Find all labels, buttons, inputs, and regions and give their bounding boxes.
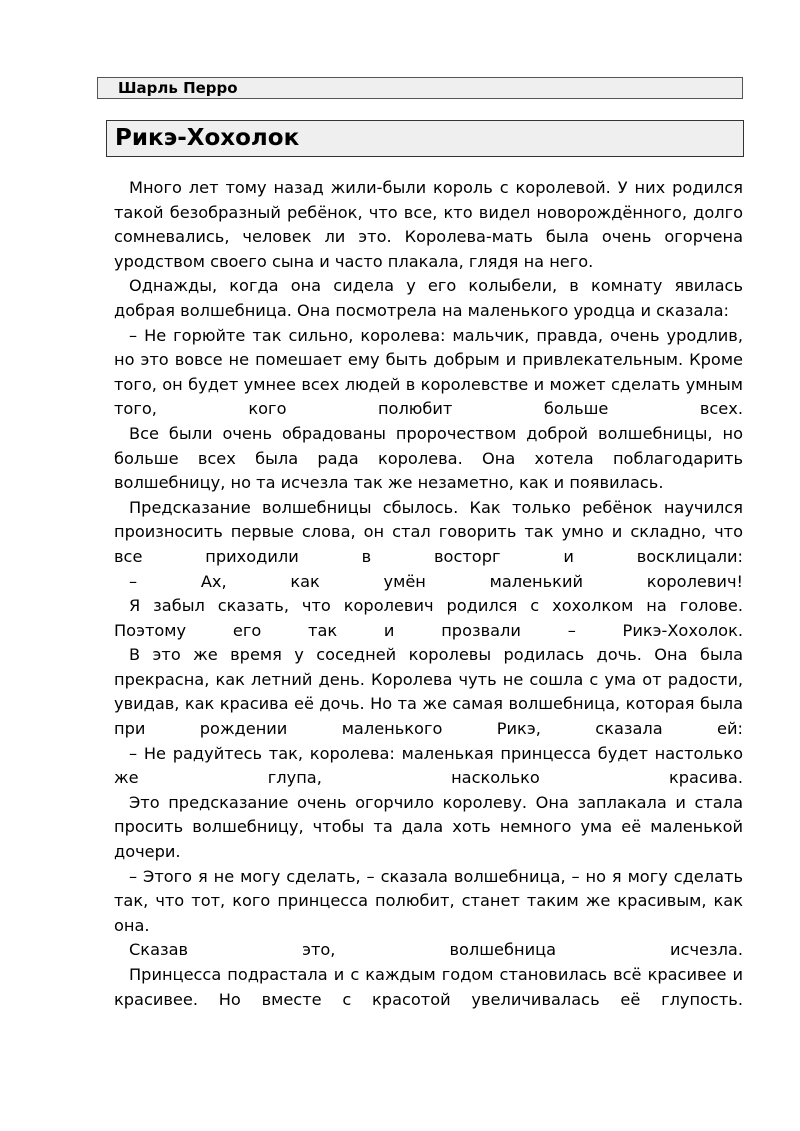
paragraph: – Не горюйте так сильно, королева: мальчик, правда, очень уродлив, но это вовсе не помешает ему быть добрым и привлекательным. Кроме того, он будет умнее всех людей в королевстве и может сделать умным того, кого полюбит больше всех. bbox=[114, 325, 743, 419]
story-title: Рикэ-Хохолок bbox=[106, 120, 744, 157]
paragraph: – Ах, как умён маленький королевич! bbox=[129, 571, 743, 591]
paragraph: – Не радуйтесь так, королева: маленькая принцесса будет настолько же глупа, насколько красива. bbox=[114, 743, 743, 788]
paragraph: В это же время у соседней королевы родилась дочь. Она была прекрасна, как летний день. Королева чуть не сошла с ума от радости, увидав, как красива её дочь. Но та же самая волшебница, которая была при рождении маленького Рикэ, сказала ей: bbox=[114, 645, 743, 739]
story-text bbox=[114, 176, 743, 1012]
paragraph: Все были очень обрадованы пророчеством доброй волшебницы, но больше всех была рада королева. Она хотела поблагодарить волшебницу, но та исчезла так же незаметно, как и появилась. bbox=[114, 423, 743, 493]
paragraph: – Этого я не могу сделать, – сказала волшебница, – но я могу сделать так, что тот, кого принцесса полюбит, станет таким же красивым, как она. bbox=[114, 866, 743, 935]
paragraph: Я забыл сказать, что королевич родился с хохолком на голове. Поэтому его так и прозвали – Рикэ-Хохолок. bbox=[114, 596, 743, 640]
author-header: Шарль Перро bbox=[97, 77, 743, 99]
paragraph: Сказав это, волшебница исчезла. bbox=[129, 940, 743, 960]
paragraph: Предсказание волшебницы сбылось. Как только ребёнок научился произносить первые слова, он стал говорить так умно и складно, что все приходили в восторг и восклицали: bbox=[114, 497, 743, 566]
paragraph: Это предсказание очень огорчило королеву. Она заплакала и стала просить волшебницу, чтобы та дала хоть немного ума её маленькой дочери. bbox=[114, 792, 743, 862]
paragraph: Много лет тому назад жили-были король с королевой. У них родился такой безобразный ребёнок, что все, кто видел новорождённого, долго сомневались, человек ли это. Королева-мать была очень огорчена уродством своего сына и часто плакала, глядя на него. bbox=[114, 178, 743, 271]
paragraph: Однажды, когда она сидела у его колыбели, в комнату явилась добрая волшебница. Она посмотрела на маленького уродца и сказала: bbox=[114, 276, 743, 320]
paragraph: Принцесса подрастала и с каждым годом становилась всё красивее и красивее. Но вместе с красотой увеличивалась её глупость. bbox=[114, 965, 743, 1009]
